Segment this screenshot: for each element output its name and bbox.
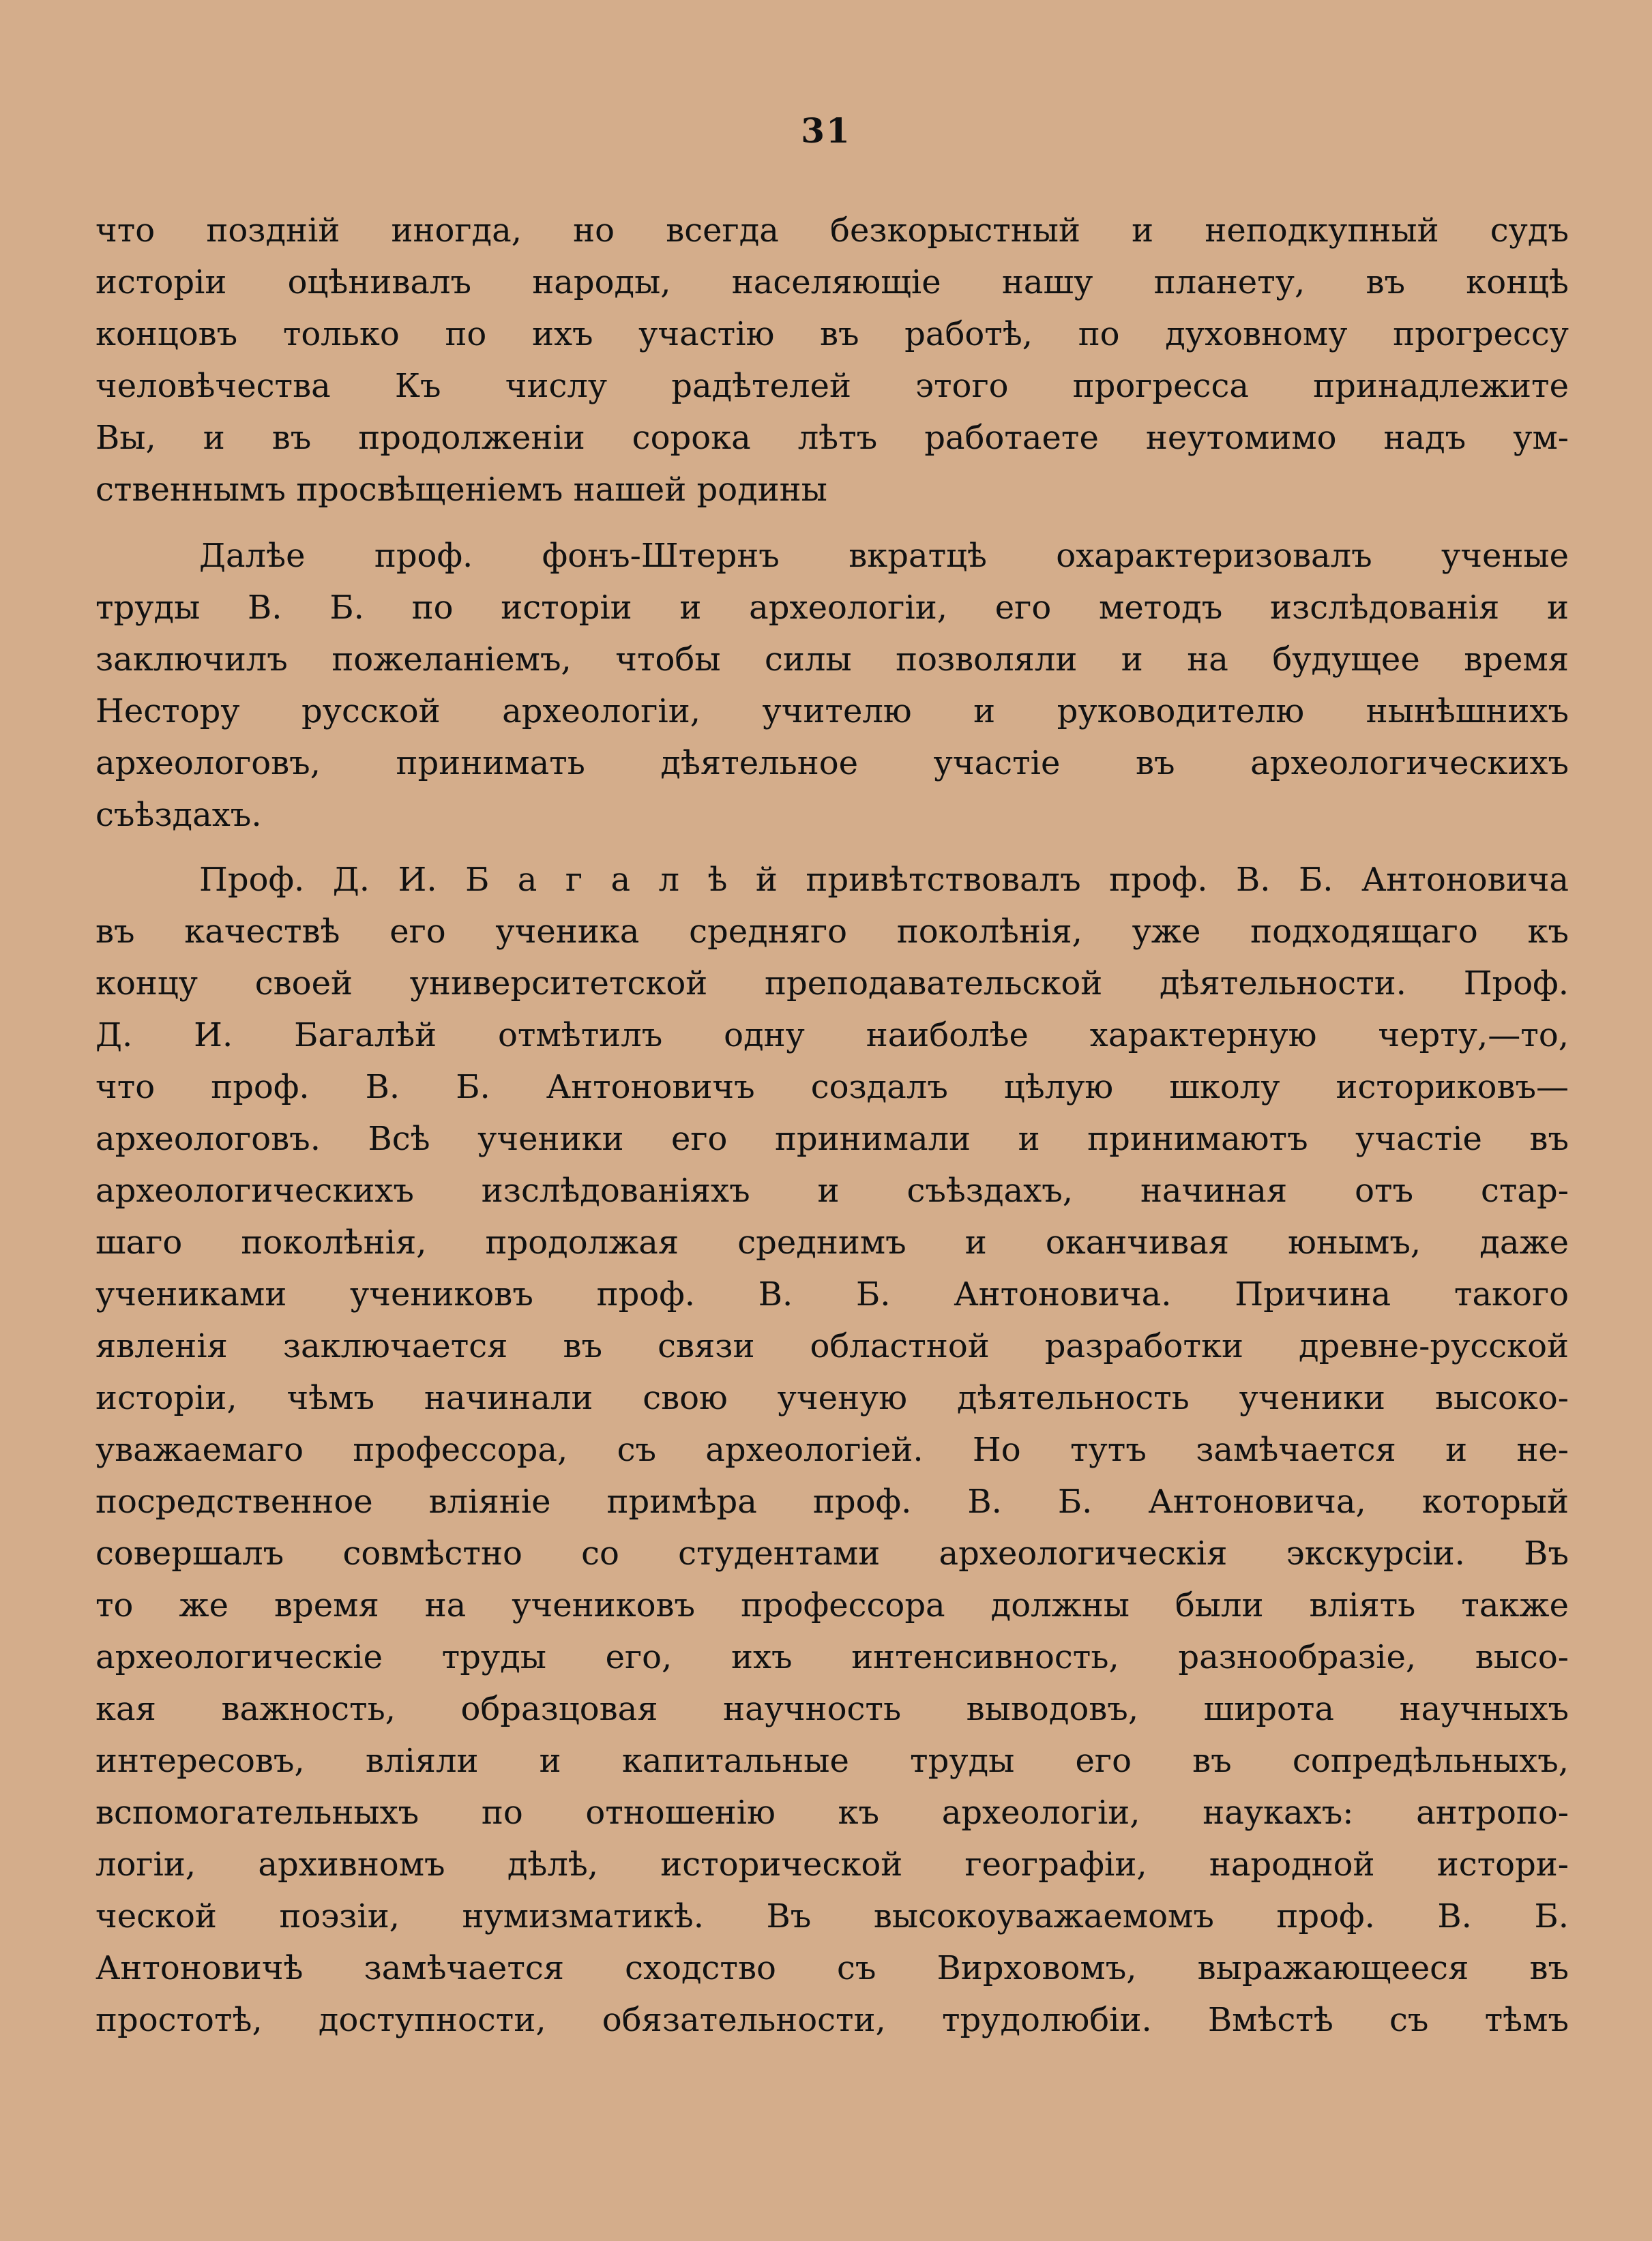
text-line: что проф. В. Б. Антоновичъ создалъ цѣлую школу историковъ— (95, 1068, 1569, 1106)
page-number: 31 (801, 110, 851, 151)
text-line: уважаемаго профессора, съ археологіей. Но тутъ замѣчается и не- (95, 1431, 1569, 1469)
text-line: Проф. Д. И. Б а г а л ѣ й привѣтствовалъ проф. В. Б. Антоновича (199, 861, 1569, 899)
text-line: вспомогательныхъ по отношенію къ археологіи, наукахъ: антропо- (95, 1794, 1569, 1832)
paragraph-von-stern (95, 530, 1569, 841)
text-line: логіи, архивномъ дѣлѣ, исторической географіи, народной истори- (95, 1845, 1569, 1884)
text-line: посредственное вліяніе примѣра проф. В. Б. Антоновича, который (95, 1483, 1569, 1521)
text-line: простотѣ, доступности, обязательности, трудолюбіи. Вмѣстѣ съ тѣмъ (95, 2001, 1569, 2039)
text-line: археологовъ, принимать дѣятельное участіе въ археологическихъ (95, 744, 1569, 782)
text-line: съѣздахъ. (95, 796, 262, 834)
text-line: исторіи, чѣмъ начинали свою ученую дѣятельность ученики высоко- (95, 1379, 1569, 1417)
text-line: интересовъ, вліяли и капитальные труды его въ сопредѣльныхъ, (95, 1742, 1569, 1780)
paragraph-bagalei (95, 854, 1569, 2046)
text-line: археологическихъ изслѣдованіяхъ и съѣздахъ, начиная отъ стар- (95, 1172, 1569, 1210)
text-line: Антоновичѣ замѣчается сходство съ Вирховомъ, выражающееся въ (95, 1949, 1569, 1987)
text-line: Вы, и въ продолженіи сорока лѣтъ работаете неутомимо надъ ум- (95, 419, 1569, 457)
text-line: шаго поколѣнія, продолжая среднимъ и оканчивая юнымъ, даже (95, 1223, 1569, 1262)
text-line: археологовъ. Всѣ ученики его принимали и принимаютъ участіе въ (95, 1120, 1569, 1158)
text-line: Нестору русской археологіи, учителю и руководителю нынѣшнихъ (95, 692, 1569, 730)
text-line: что поздній иногда, но всегда безкорыстный и неподкупный судъ (95, 211, 1569, 250)
text-line: ственнымъ просвѣщеніемъ нашей родины (95, 471, 827, 509)
paragraph-continuation (95, 205, 1569, 516)
text-line: человѣчества Къ числу радѣтелей этого прогресса принадлежите (95, 367, 1569, 405)
text-line: ческой поэзіи, нумизматикѣ. Въ высокоуважаемомъ проф. В. Б. (95, 1897, 1569, 1935)
text-line: Д. И. Багалѣй отмѣтилъ одну наиболѣе характерную черту,—то, (95, 1016, 1569, 1054)
text-line: археологическіе труды его, ихъ интенсивность, разнообразіе, высо- (95, 1638, 1569, 1676)
text-line: труды В. Б. по исторіи и археологіи, его методъ изслѣдованія и (95, 589, 1569, 627)
text-line: кая важность, образцовая научность выводовъ, широта научныхъ (95, 1690, 1569, 1728)
text-line: заключилъ пожеланіемъ, чтобы силы позволяли и на будущее время (95, 640, 1569, 679)
text-line: концу своей университетской преподавательской дѣятельности. Проф. (95, 964, 1569, 1003)
text-line: совершалъ совмѣстно со студентами археологическія экскурсіи. Въ (95, 1534, 1569, 1573)
text-line: концовъ только по ихъ участію въ работѣ, по духовному прогрессу (95, 315, 1569, 353)
text-line: Далѣе проф. фонъ-Штернъ вкратцѣ охарактеризовалъ ученые (199, 537, 1569, 575)
text-line: въ качествѣ его ученика средняго поколѣнія, уже подходящаго къ (95, 912, 1569, 951)
text-line: явленія заключается въ связи областной разработки древне-русской (95, 1327, 1569, 1365)
text-line: учениками учениковъ проф. В. Б. Антоновича. Причина такого (95, 1275, 1569, 1314)
text-line: то же время на учениковъ профессора должны были вліять также (95, 1586, 1569, 1624)
text-line: исторіи оцѣнивалъ народы, населяющіе нашу планету, въ концѣ (95, 263, 1569, 301)
